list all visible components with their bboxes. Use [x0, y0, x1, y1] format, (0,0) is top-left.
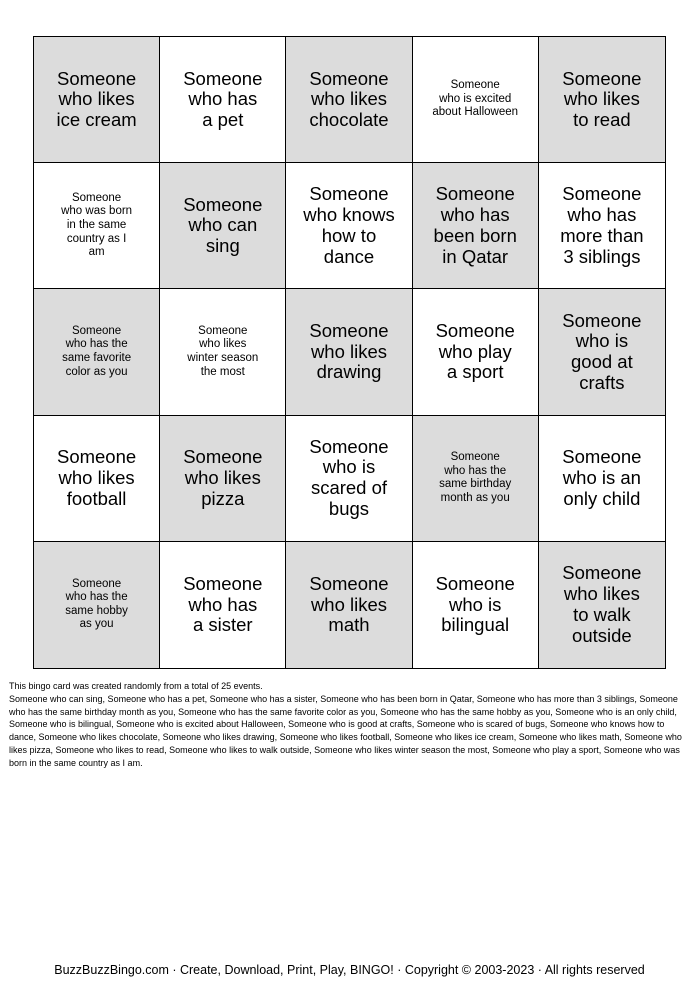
- bingo-cell: Someone who has the same hobby as you: [34, 542, 160, 668]
- bingo-cell: Someone who knows how to dance: [286, 163, 412, 289]
- bingo-cell: Someone who has a pet: [160, 37, 286, 163]
- bingo-cell: Someone who was born in the same country as I am: [34, 163, 160, 289]
- bingo-cell: Someone who is an only child: [539, 416, 665, 542]
- bingo-cell: Someone who likes to walk outside: [539, 542, 665, 668]
- bingo-cell: Someone who likes football: [34, 416, 160, 542]
- bingo-cell: Someone who likes ice cream: [34, 37, 160, 163]
- bingo-cell: Someone who has the same favorite color as you: [34, 289, 160, 415]
- bingo-cell: Someone who likes math: [286, 542, 412, 668]
- bingo-cell: Someone who has more than 3 siblings: [539, 163, 665, 289]
- bingo-cell: Someone who can sing: [160, 163, 286, 289]
- bingo-cell: Someone who has a sister: [160, 542, 286, 668]
- footer-copyright: BuzzBuzzBingo.com · Create, Download, Print, Play, BINGO! · Copyright © 2003-2023 · All rights reserved: [54, 963, 645, 977]
- bingo-card-grid: [33, 36, 666, 669]
- card-note: [9, 680, 689, 769]
- bingo-cell: Someone who has been born in Qatar: [413, 163, 539, 289]
- bingo-cell: Someone who likes to read: [539, 37, 665, 163]
- bingo-cell: Someone who play a sport: [413, 289, 539, 415]
- bingo-cell: Someone who likes drawing: [286, 289, 412, 415]
- note-intro: This bingo card was created randomly from a total of 25 events.: [9, 681, 263, 691]
- bingo-cell: Someone who likes pizza: [160, 416, 286, 542]
- bingo-cell: Someone who has the same birthday month as you: [413, 416, 539, 542]
- bingo-cell: Someone who is excited about Halloween: [413, 37, 539, 163]
- bingo-cell: Someone who likes winter season the most: [160, 289, 286, 415]
- bingo-cell: Someone who is good at crafts: [539, 289, 665, 415]
- note-events-list: Someone who can sing, Someone who has a pet, Someone who has a sister, Someone who has been born in Qatar, Someone who has more than 3 siblings, Someone who has the same birthday month as you, Someone who has the same favorite color as you, Someone who has the same hobby as you, Someone who is an only child, Someone who is bilingual, Someone who is excited about Halloween, Someone who is good at crafts, Someone who is scared of bugs, Someone who knows how to dance, Someone who likes chocolate, Someone who likes drawing, Someone who likes football, Someone who likes ice cream, Someone who likes math, Someone who likes pizza, Someone who likes to read, Someone who likes to walk outside, Someone who likes winter season the most, Someone who play a sport, Someone who was born in the same country as I am.: [9, 693, 682, 768]
- bingo-cell: Someone who is scared of bugs: [286, 416, 412, 542]
- bingo-cell: Someone who likes chocolate: [286, 37, 412, 163]
- bingo-cell: Someone who is bilingual: [413, 542, 539, 668]
